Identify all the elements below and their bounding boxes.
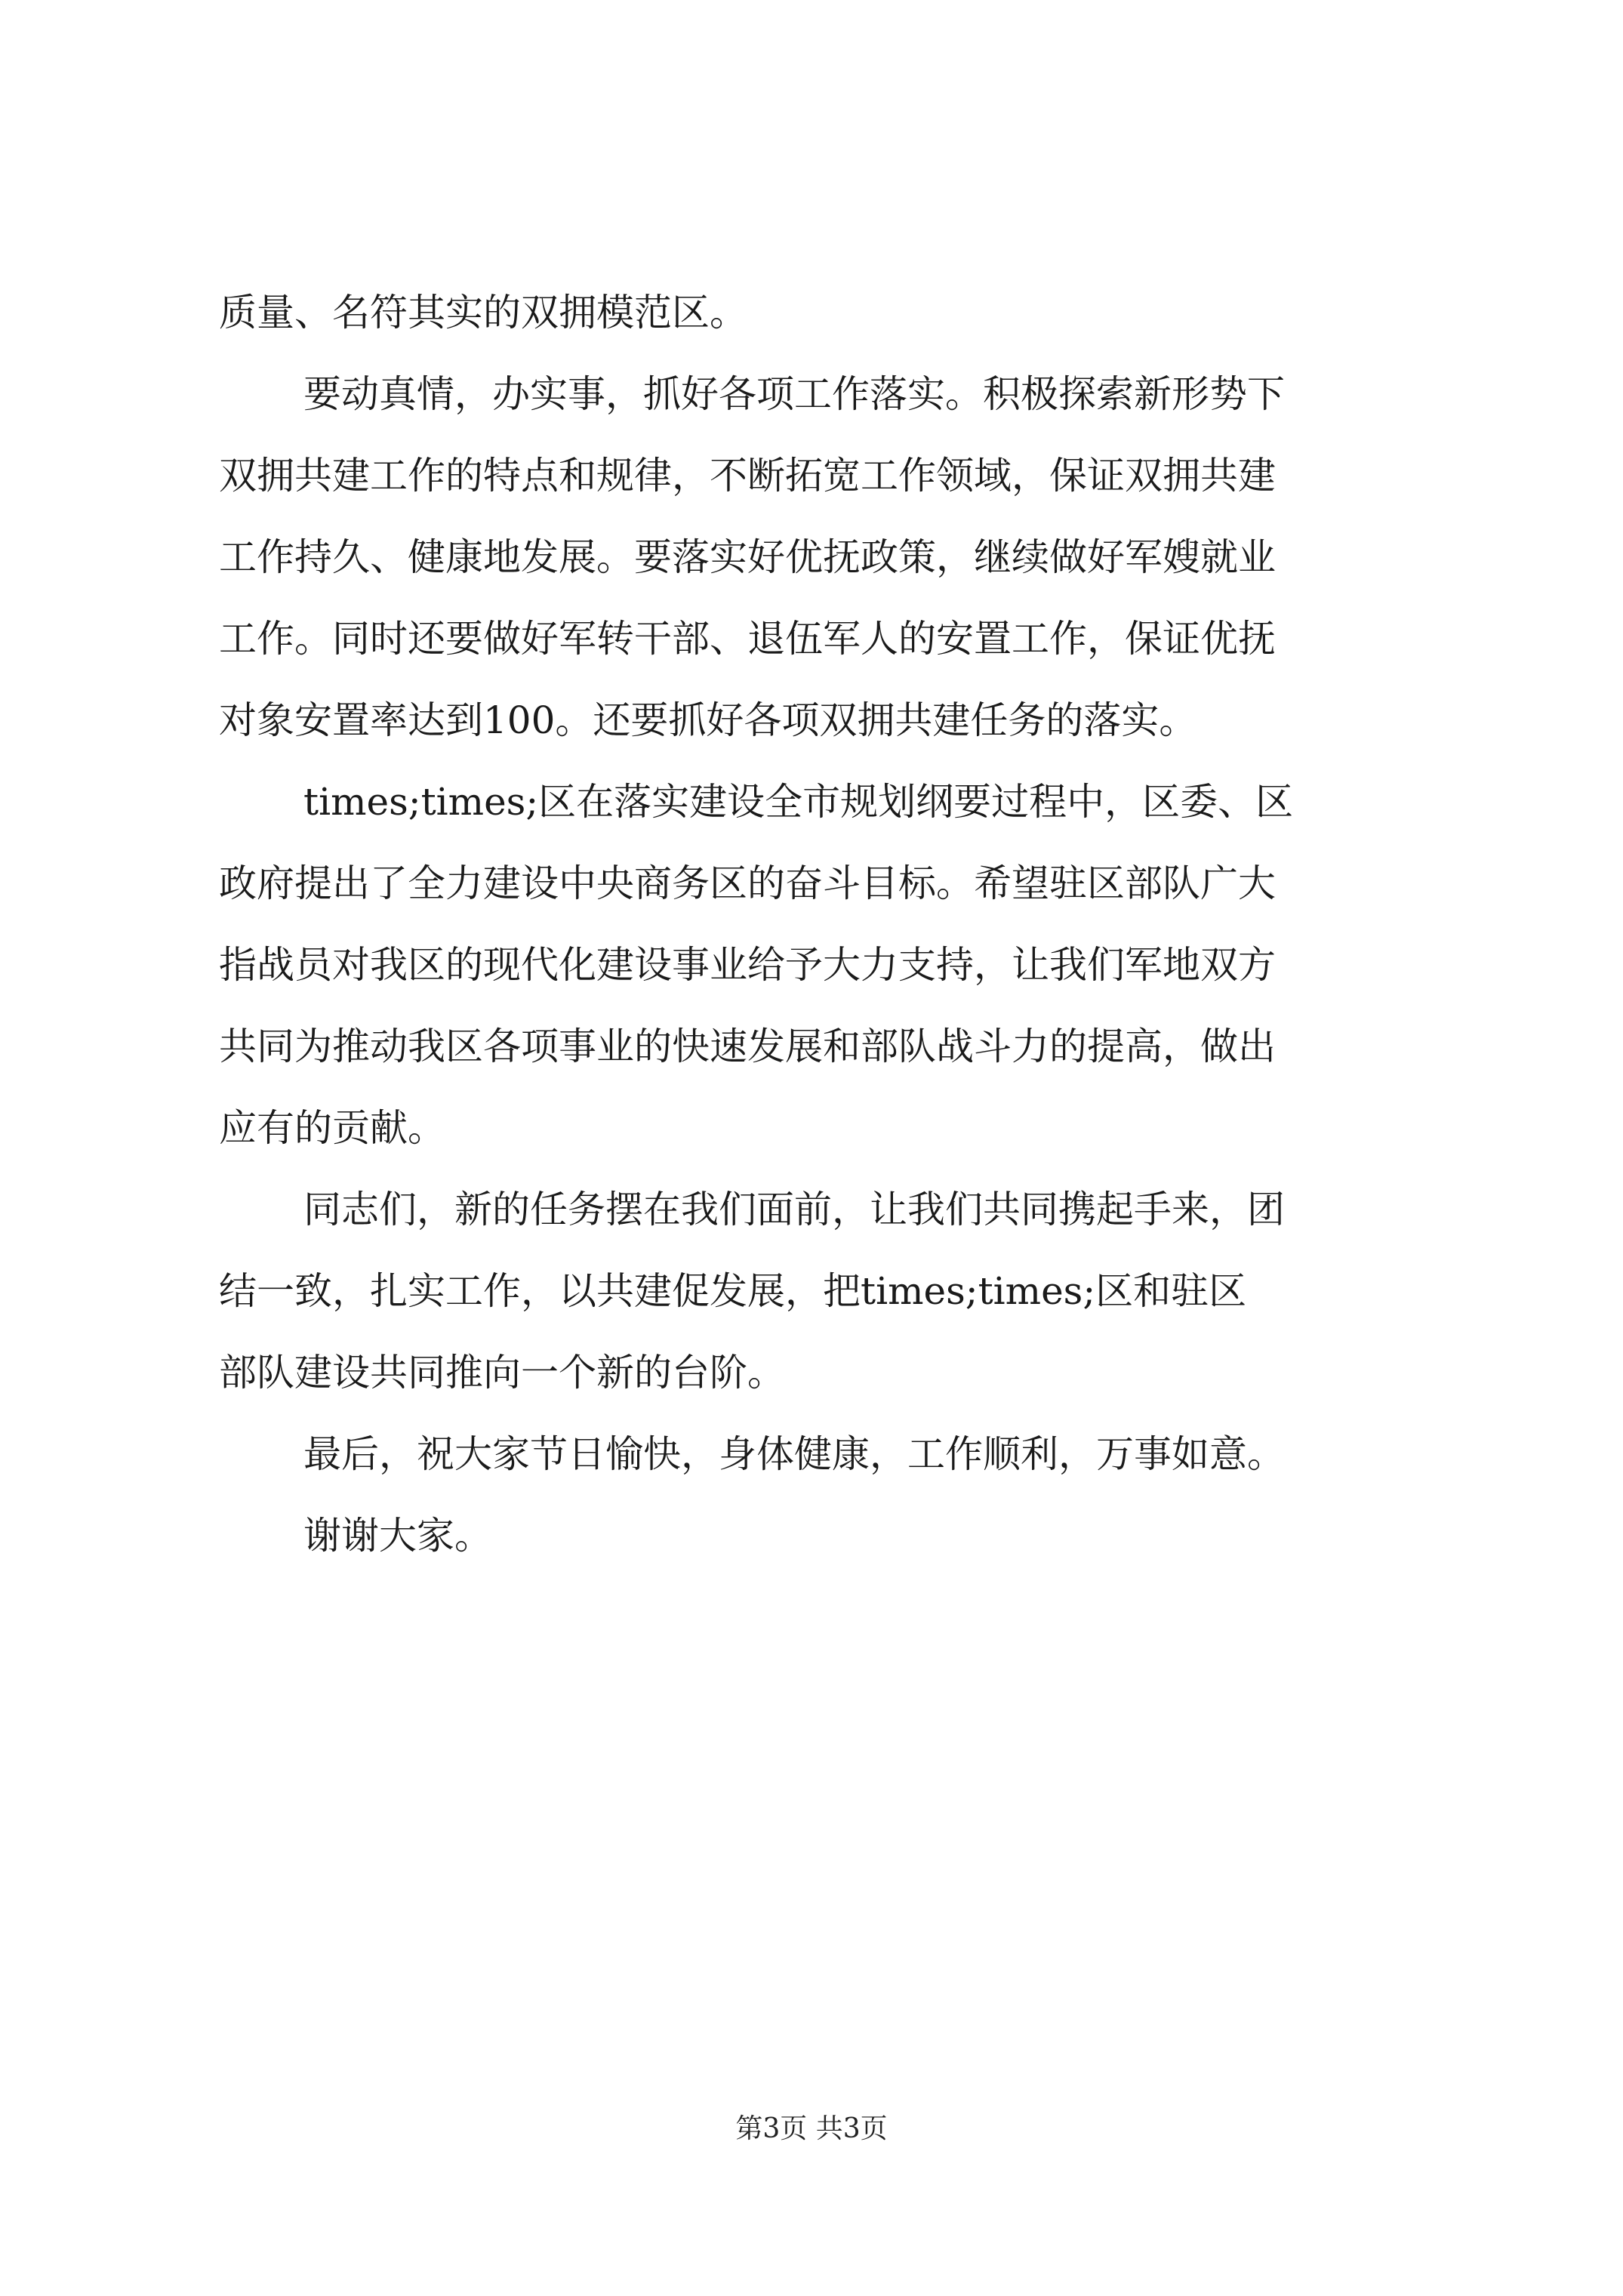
text-line: 政府提出了全力建设中央商务区的奋斗目标。希望驻区部队广大 xyxy=(219,861,1276,905)
text-line: 结一致，扎实工作，以共建促发展，把times;times;区和驻区 xyxy=(219,1269,1247,1313)
text-line: 工作持久、健康地发展。要落实好优抚政策，继续做好军嫂就业 xyxy=(219,535,1276,579)
text-line: 共同为推动我区各项事业的快速发展和部队战斗力的提高，做出 xyxy=(219,1025,1276,1068)
page-number-footer: 第3页 共3页 xyxy=(735,2113,888,2144)
text-line: 双拥共建工作的特点和规律，不断拓宽工作领域，保证双拥共建 xyxy=(219,454,1276,498)
text-line: 最后，祝大家节日愉快，身体健康，工作顺利，万事如意。 xyxy=(303,1432,1285,1476)
text-line: 指战员对我区的现代化建设事业给予大力支持，让我们军地双方 xyxy=(219,943,1276,987)
text-line: 谢谢大家。 xyxy=(303,1514,492,1558)
text-line: 对象安置率达到100。还要抓好各项双拥共建任务的落实。 xyxy=(219,698,1197,742)
text-line: 工作。同时还要做好军转干部、退伍军人的安置工作，保证优抚 xyxy=(219,617,1276,661)
text-line: 应有的贡献。 xyxy=(219,1106,445,1150)
text-line: 部队建设共同推向一个新的台阶。 xyxy=(219,1351,785,1395)
text-line: 同志们，新的任务摆在我们面前，让我们共同携起手来，团 xyxy=(303,1188,1285,1231)
text-line: times;times;区在落实建设全市规划纲要过程中，区委、区 xyxy=(303,780,1294,824)
document-body xyxy=(219,272,1442,1576)
text-line: 质量、名符其实的双拥模范区。 xyxy=(219,291,747,334)
text-line: 要动真情，办实事，抓好各项工作落实。积极探索新形势下 xyxy=(303,372,1285,416)
